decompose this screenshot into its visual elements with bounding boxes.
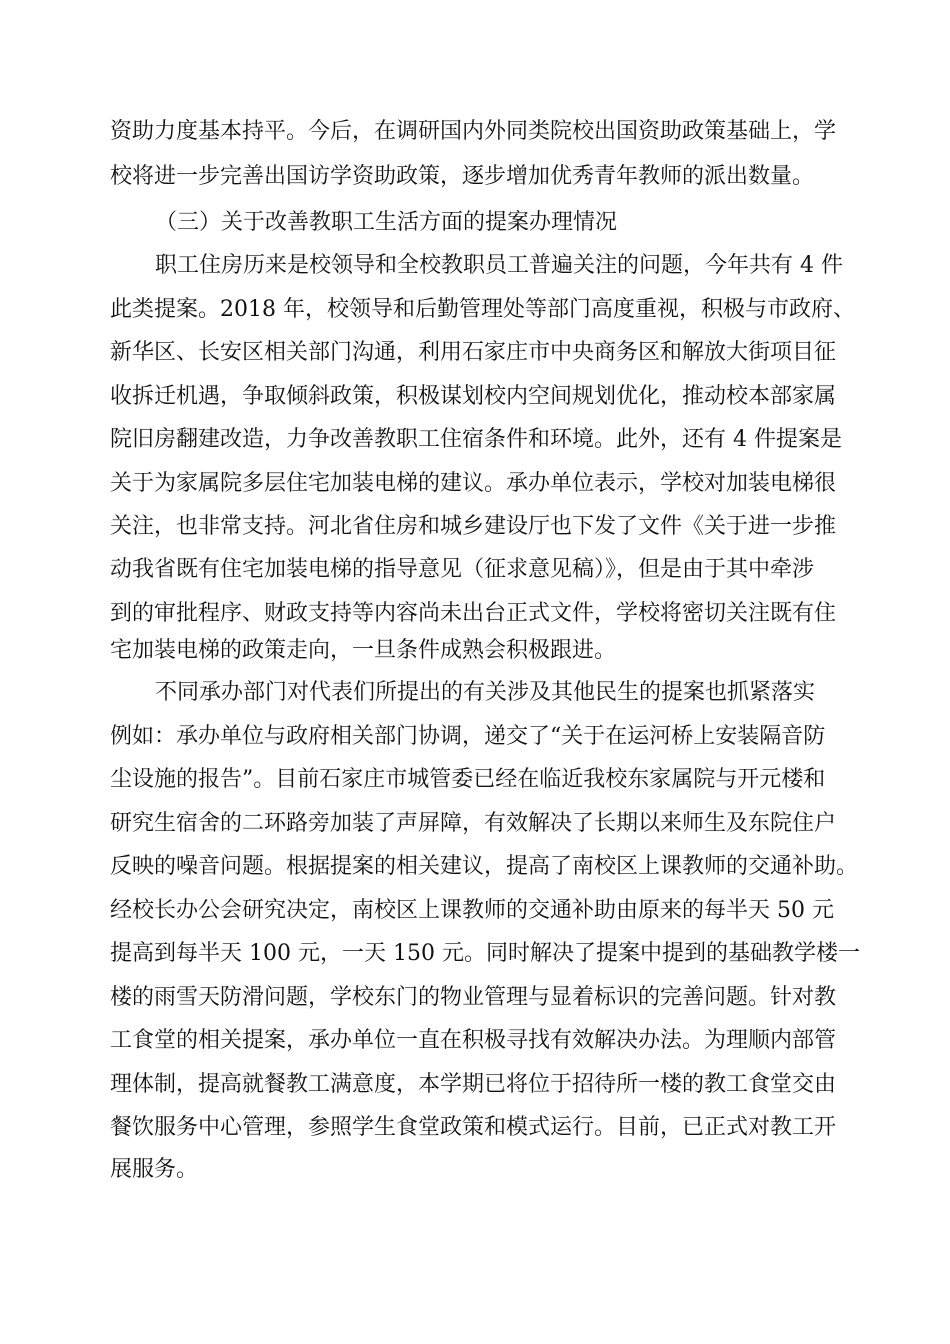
text-line: 不同承办部门对代表们所提出的有关涉及其他民生的提案也抓紧落实 — [155, 680, 816, 705]
text-line: 此类提案。2018 年，校领导和后勤管理处等部门高度重视，积极与市政府、 — [110, 297, 855, 322]
text-line: 餐饮服务中心管理，参照学生食堂政策和模式运行。目前，已正式对教工开 — [110, 1115, 837, 1140]
text-line: 提高到每半天 100 元，一天 150 元。同时解决了提案中提到的基础教学楼一 — [110, 941, 860, 966]
text-line: 资助力度基本持平。今后，在调研国内外同类院校出国资助政策基础上，学 — [110, 119, 837, 144]
text-line: 收拆迁机遇，争取倾斜政策，积极谋划校内空间规划优化，推动校本部家属 — [110, 384, 837, 409]
text-line: 新华区、长安区相关部门沟通，利用石家庄市中央商务区和解放大街项目征 — [110, 340, 837, 365]
section-heading: （三）关于改善教职工生活方面的提案办理情况 — [155, 210, 618, 235]
text-line: 到的审批程序、财政支持等内容尚未出台正式文件，学校将密切关注既有住 — [110, 601, 837, 626]
text-line: 工食堂的相关提案，承办单位一直在积极寻找有效解决办法。为理顺内部管 — [110, 1028, 837, 1053]
text-line: 校将进一步完善出国访学资助政策，逐步增加优秀青年教师的派出数量。 — [110, 164, 815, 189]
text-line: 职工住房历来是校领导和全校教职员工普遍关注的问题，今年共有 4 件 — [155, 253, 843, 278]
text-line: 院旧房翻建改造，力争改善教职工住宿条件和环境。此外，还有 4 件提案是 — [110, 427, 842, 452]
text-line: 理体制，提高就餐教工满意度，本学期已将位于招待所一楼的教工食堂交由 — [110, 1072, 837, 1097]
text-line: 反映的噪音问题。根据提案的相关建议，提高了南校区上课教师的交通补助。 — [110, 854, 859, 879]
text-line: 研究生宿舍的二环路旁加装了声屏障，有效解决了长期以来师生及东院住户 — [110, 811, 837, 836]
text-line: 动我省既有住宅加装电梯的指导意见（征求意见稿）》，但是由于其中牵涉 — [110, 557, 815, 582]
text-line: 经校长办公会研究决定，南校区上课教师的交通补助由原来的每半天 50 元 — [110, 898, 834, 923]
text-line: 楼的雨雪天防滑问题，学校东门的物业管理与显着标识的完善问题。针对教 — [110, 985, 837, 1010]
text-line: 展服务。 — [110, 1157, 199, 1182]
text-line: 宅加装电梯的政策走向，一旦条件成熟会积极跟进。 — [110, 638, 617, 663]
text-line: 例如：承办单位与政府相关部门协调，递交了“关于在运河桥上安装隔音防 — [110, 724, 826, 749]
text-line: 关于为家属院多层住宅加装电梯的建议。承办单位表示，学校对加装电梯很 — [110, 471, 837, 496]
text-line: 尘设施的报告”。目前石家庄市城管委已经在临近我校东家属院与开元楼和 — [110, 767, 826, 792]
text-line: 关注，也非常支持。河北省住房和城乡建设厅也下发了文件《关于进一步推 — [110, 514, 837, 539]
